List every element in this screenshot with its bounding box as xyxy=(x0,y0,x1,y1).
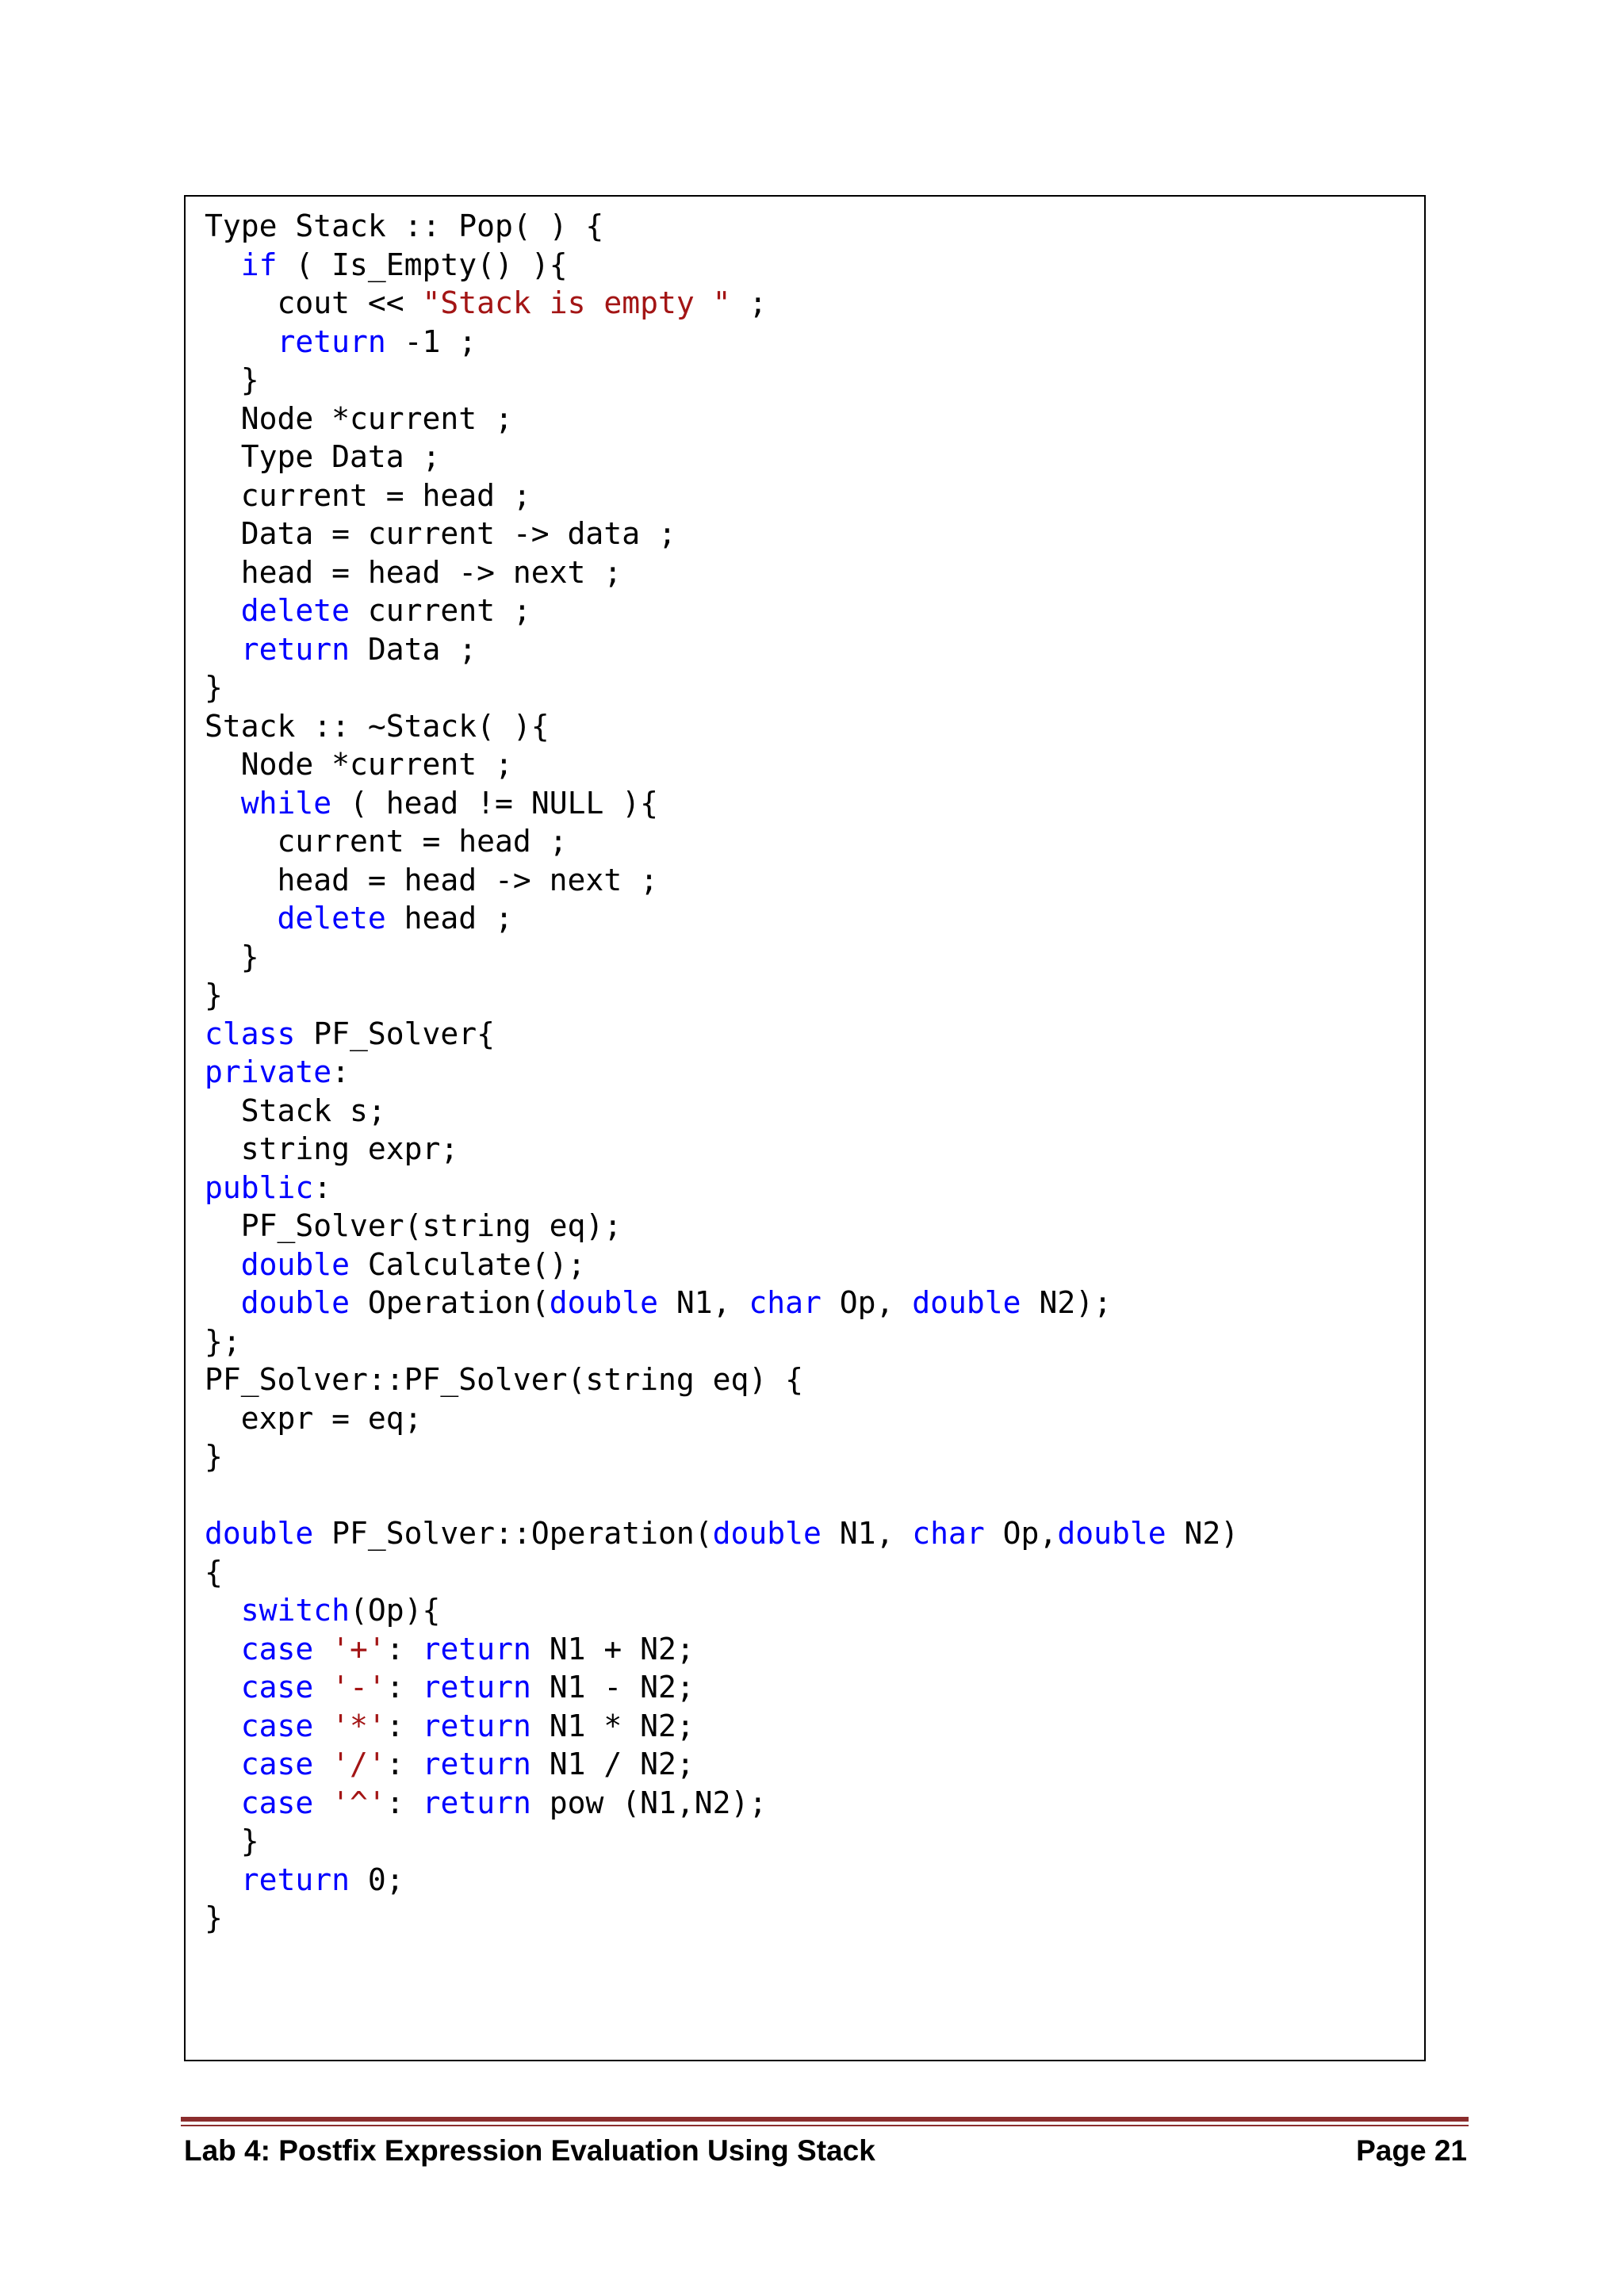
code-text: Type Data ; xyxy=(205,439,441,474)
code-line xyxy=(205,1668,1239,1707)
code-keyword: if xyxy=(240,247,278,282)
code-text: : xyxy=(331,1054,350,1089)
code-text: Node *current ; xyxy=(205,747,513,782)
code-text: N1 * N2; xyxy=(530,1708,695,1743)
code-keyword: char xyxy=(749,1285,822,1320)
code-text: expr = eq; xyxy=(205,1400,423,1436)
code-text: ( head != NULL ){ xyxy=(331,785,658,821)
code-text: PF_Solver(string eq); xyxy=(205,1208,622,1243)
code-text: N1, xyxy=(821,1516,913,1551)
code-text: current = head ; xyxy=(205,824,568,859)
code-text: -1 ; xyxy=(385,323,477,359)
code-keyword: class xyxy=(205,1016,296,1051)
code-text xyxy=(205,324,278,359)
code-text xyxy=(313,1632,331,1667)
code-text: current ; xyxy=(350,593,531,628)
code-text xyxy=(205,632,241,667)
code-keyword: double xyxy=(712,1516,822,1551)
code-text: Data ; xyxy=(350,631,477,667)
code-text xyxy=(205,593,241,628)
code-text: PF_Solver{ xyxy=(295,1016,496,1051)
code-text: N1 - N2; xyxy=(530,1670,695,1705)
code-text: : xyxy=(385,1631,423,1667)
code-keyword: private xyxy=(205,1054,332,1089)
code-keyword: delete xyxy=(240,593,350,628)
code-line xyxy=(205,1861,1239,1900)
code-text: N2); xyxy=(1021,1285,1112,1320)
code-listing xyxy=(205,207,1239,1938)
code-line xyxy=(205,1130,1239,1169)
code-line xyxy=(205,284,1239,323)
code-line xyxy=(205,515,1239,553)
code-line xyxy=(205,591,1239,630)
code-string-literal: '-' xyxy=(331,1670,386,1705)
code-line xyxy=(205,784,1239,823)
code-line xyxy=(205,1246,1239,1284)
code-text: N1 + N2; xyxy=(530,1631,695,1667)
code-text: 0; xyxy=(350,1862,404,1897)
code-text: : xyxy=(385,1785,423,1820)
code-text xyxy=(205,1593,241,1628)
code-text: } xyxy=(205,978,223,1012)
code-line xyxy=(205,861,1239,900)
code-line xyxy=(205,1053,1239,1092)
code-line xyxy=(205,1437,1239,1476)
code-keyword: double xyxy=(1057,1516,1166,1551)
code-text: Stack :: ~Stack( ){ xyxy=(205,708,550,744)
code-keyword: double xyxy=(549,1285,658,1320)
code-keyword: case xyxy=(240,1670,314,1705)
footer-divider-thin xyxy=(181,2125,1469,2126)
code-line xyxy=(205,822,1239,861)
code-keyword: public xyxy=(205,1169,314,1205)
code-text xyxy=(313,1709,331,1743)
code-text: head = head -> next ; xyxy=(205,554,622,590)
code-line xyxy=(205,1514,1239,1553)
code-text: : xyxy=(313,1169,332,1205)
footer-page-number: Page 21 xyxy=(1356,2134,1467,2167)
code-text: } xyxy=(205,939,259,974)
code-text: }; xyxy=(205,1323,241,1359)
code-keyword: while xyxy=(240,785,332,821)
code-line xyxy=(205,1899,1239,1938)
code-line xyxy=(205,438,1239,476)
code-text: Calculate(); xyxy=(350,1246,586,1282)
code-keyword: return xyxy=(422,1785,531,1820)
code-line xyxy=(205,1092,1239,1131)
code-text: } xyxy=(205,1439,223,1474)
code-text: head ; xyxy=(385,901,513,936)
code-line xyxy=(205,476,1239,515)
code-text: ; xyxy=(730,285,768,320)
code-text: cout << xyxy=(205,285,423,320)
code-text: N1 / N2; xyxy=(530,1747,695,1781)
code-keyword: double xyxy=(912,1285,1021,1320)
code-line xyxy=(205,1360,1239,1399)
code-line xyxy=(205,1476,1239,1515)
code-text: head = head -> next ; xyxy=(205,862,658,897)
code-line xyxy=(205,1707,1239,1746)
code-text: : xyxy=(385,1747,423,1781)
code-keyword: return xyxy=(422,1670,531,1705)
code-text xyxy=(205,1632,241,1667)
code-text xyxy=(205,1785,241,1820)
code-string-literal: '*' xyxy=(331,1708,386,1743)
code-text xyxy=(313,1670,331,1705)
code-text xyxy=(205,1285,241,1320)
code-text: Op, xyxy=(984,1516,1058,1551)
code-string-literal: "Stack is empty " xyxy=(422,285,731,320)
code-text xyxy=(205,901,278,936)
code-text: Data = current -> data ; xyxy=(205,516,676,551)
footer-lab-title: Lab 4: Postfix Expression Evaluation Using Stack xyxy=(184,2134,875,2167)
code-text: : xyxy=(385,1708,423,1743)
code-line xyxy=(205,745,1239,784)
code-text xyxy=(313,1747,331,1781)
code-text xyxy=(205,1747,241,1781)
code-line xyxy=(205,1169,1239,1207)
code-text: string expr; xyxy=(205,1131,459,1166)
code-text: PF_Solver::PF_Solver(string eq) { xyxy=(205,1362,803,1397)
code-keyword: case xyxy=(240,1785,314,1820)
code-line xyxy=(205,323,1239,362)
code-text xyxy=(205,1247,241,1282)
code-line xyxy=(205,1553,1239,1592)
code-text: } xyxy=(205,362,259,397)
code-line xyxy=(205,1591,1239,1630)
code-keyword: return xyxy=(277,323,386,359)
code-text: } xyxy=(205,1900,223,1935)
code-line xyxy=(205,1322,1239,1361)
code-line xyxy=(205,1399,1239,1438)
code-string-literal: '+' xyxy=(331,1631,386,1667)
code-text xyxy=(205,1709,241,1743)
code-keyword: return xyxy=(422,1747,531,1781)
code-string-literal: '/' xyxy=(331,1747,386,1781)
code-text: N2) xyxy=(1166,1516,1239,1551)
code-text xyxy=(205,786,241,821)
code-keyword: case xyxy=(240,1747,314,1781)
code-text: pow (N1,N2); xyxy=(530,1785,768,1820)
code-keyword: return xyxy=(240,1862,350,1897)
code-line xyxy=(205,207,1239,246)
code-text: } xyxy=(205,1823,259,1858)
code-keyword: double xyxy=(205,1516,314,1551)
code-keyword: return xyxy=(422,1708,531,1743)
footer-divider-thick xyxy=(181,2117,1469,2122)
code-text: Type Stack :: Pop( ) { xyxy=(205,209,604,243)
code-text xyxy=(313,1785,331,1820)
code-listing-box xyxy=(184,195,1426,2061)
code-keyword: char xyxy=(912,1516,985,1551)
code-line xyxy=(205,976,1239,1015)
code-line xyxy=(205,361,1239,400)
code-text: } xyxy=(205,670,223,705)
code-line xyxy=(205,1207,1239,1246)
code-line xyxy=(205,668,1239,707)
code-line xyxy=(205,630,1239,669)
code-line xyxy=(205,246,1239,285)
code-line xyxy=(205,938,1239,977)
code-string-literal: '^' xyxy=(331,1785,386,1820)
code-text: { xyxy=(205,1554,223,1590)
code-text: Op, xyxy=(821,1285,913,1320)
code-line xyxy=(205,1015,1239,1054)
code-text: (Op){ xyxy=(350,1593,441,1628)
code-line xyxy=(205,553,1239,592)
code-text xyxy=(205,1670,241,1705)
code-keyword: return xyxy=(240,631,350,667)
code-keyword: return xyxy=(422,1631,531,1667)
code-text xyxy=(205,247,241,282)
code-text: Stack s; xyxy=(205,1093,386,1128)
code-text: PF_Solver::Operation( xyxy=(313,1516,713,1551)
code-line xyxy=(205,1284,1239,1322)
code-text: : xyxy=(385,1670,423,1705)
code-text: Operation( xyxy=(350,1285,550,1320)
code-line xyxy=(205,1745,1239,1784)
code-line xyxy=(205,1784,1239,1823)
code-keyword: double xyxy=(240,1285,350,1320)
code-line xyxy=(205,400,1239,438)
code-keyword: switch xyxy=(240,1593,350,1628)
code-text: current = head ; xyxy=(205,477,531,513)
code-line xyxy=(205,1822,1239,1861)
code-keyword: case xyxy=(240,1631,314,1667)
code-keyword: double xyxy=(240,1246,350,1282)
code-text: ( Is_Empty() ){ xyxy=(277,247,568,282)
code-text: Node *current ; xyxy=(205,400,513,436)
code-keyword: delete xyxy=(277,901,386,936)
code-line xyxy=(205,899,1239,938)
code-keyword: case xyxy=(240,1708,314,1743)
code-line xyxy=(205,707,1239,746)
code-line xyxy=(205,1630,1239,1669)
code-text: N1, xyxy=(658,1285,749,1320)
code-text xyxy=(205,1862,241,1897)
